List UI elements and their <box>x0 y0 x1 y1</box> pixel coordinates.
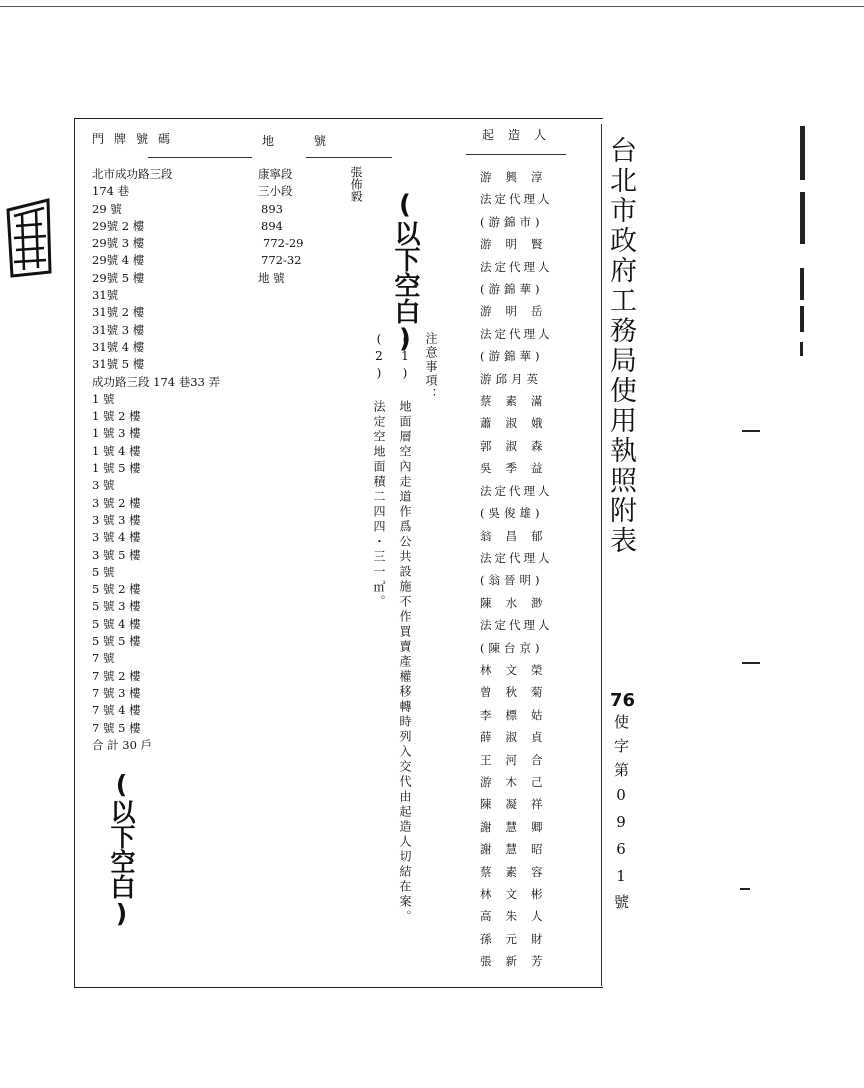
address-line: 3 號 <box>92 478 115 493</box>
address-line: 5 號 3 樓 <box>92 599 141 614</box>
address-list <box>92 166 220 754</box>
address-line: 5 號 <box>92 564 115 579</box>
address-line: 31號 <box>92 288 119 303</box>
owner-line: (游錦華) <box>480 349 544 364</box>
address-line: 29號 4 樓 <box>92 253 145 268</box>
address-line: 1 號 3 樓 <box>92 426 141 441</box>
owner-line: 法定代理人 <box>480 192 553 207</box>
owner-line: 陳凝祥 <box>480 797 557 812</box>
builder-column-header: 起造人 <box>482 128 561 142</box>
owner-line: 孫元財 <box>480 931 557 946</box>
owner-line: 游明岳 <box>480 304 557 319</box>
owner-line: 游邱月英 <box>480 371 542 386</box>
permit-number: 使字第0961號 <box>612 714 630 918</box>
address-line: 3 號 5 樓 <box>92 547 141 562</box>
address-line: 29 號 <box>92 201 122 216</box>
owner-line: 法定代理人 <box>480 618 553 633</box>
address-line: 5 號 5 樓 <box>92 634 141 649</box>
address-line: 5 號 4 樓 <box>92 616 141 631</box>
note-2: (2) 法定空地面積二四四・三一㎡。 <box>372 332 386 610</box>
address-line: 29號 5 樓 <box>92 270 145 285</box>
owner-line: (游錦市) <box>480 214 544 229</box>
address-line: 7 號 5 樓 <box>92 720 141 735</box>
note-1: (1) 地面層空內走道作爲公共設施不作買賣產權移轉時列入交代由起造人切結在案。 <box>398 332 412 925</box>
owner-line: 林文榮 <box>480 662 557 677</box>
owner-line: (吳俊雄) <box>480 506 544 521</box>
address-line: 31號 5 樓 <box>92 357 145 372</box>
owner-line: 蕭淑娥 <box>480 416 557 431</box>
owner-line: 法定代理人 <box>480 326 553 341</box>
owner-line: (翁晉明) <box>480 573 544 588</box>
owner-line: (陳台京) <box>480 640 544 655</box>
owner-line: 薛淑貞 <box>480 730 557 745</box>
owner-line: 游興淳 <box>480 170 557 184</box>
address-column-header: 門牌號碼 <box>92 132 181 146</box>
address-line: 3 號 2 樓 <box>92 495 141 510</box>
address-line: 31號 4 樓 <box>92 339 145 354</box>
lot-column-header: 地號 <box>262 134 367 148</box>
lot-line: 772-32 <box>261 253 302 268</box>
address-line: 31號 3 樓 <box>92 322 145 337</box>
owner-line: 吳季益 <box>480 461 557 476</box>
owner-line: 法定代理人 <box>480 259 553 274</box>
owner-line: 林文彬 <box>480 887 557 901</box>
address-line: 3 號 4 樓 <box>92 530 141 545</box>
address-line: 7 號 2 樓 <box>92 668 141 683</box>
address-line: 北市成功路三段 <box>92 167 173 181</box>
document-title: 台北市政府工務局使用執照附表 <box>605 136 636 556</box>
lot-line: 三小段 <box>258 184 293 199</box>
owner-line: 王河合 <box>480 752 557 767</box>
lot-line: 894 <box>261 218 283 233</box>
lot-list <box>258 166 303 287</box>
owner-line: 高朱人 <box>480 909 557 924</box>
header-rule-lot <box>306 157 392 158</box>
address-line: 1 號 4 樓 <box>92 443 141 458</box>
address-line: 1 號 2 樓 <box>92 409 141 424</box>
address-line: 174 巷 <box>92 184 130 199</box>
owner-line: 游木己 <box>480 774 557 789</box>
permit-number-prefix: 76 <box>610 690 636 711</box>
address-line: 7 號 <box>92 651 115 666</box>
title-divider <box>601 124 602 986</box>
owner-line: 翁昌郁 <box>480 528 557 543</box>
address-line: 29號 2 樓 <box>92 218 145 233</box>
lot-line: 893 <box>261 201 283 216</box>
address-line: 7 號 3 樓 <box>92 685 141 700</box>
address-line: 1 號 5 樓 <box>92 461 141 476</box>
owner-line: 法定代理人 <box>480 550 553 565</box>
address-line: 1 號 <box>92 391 115 406</box>
address-line: 5 號 2 樓 <box>92 582 141 597</box>
blank-below-stamp-middle: (以下空白) <box>390 190 420 354</box>
owner-line: 蔡素滿 <box>480 394 557 409</box>
address-line: 31號 2 樓 <box>92 305 145 320</box>
owner-line: 謝慧昭 <box>480 842 557 857</box>
address-total: 合 計 30 戶 <box>92 737 153 752</box>
owner-line: (游錦華) <box>480 282 544 297</box>
owner-line: 法定代理人 <box>480 483 553 498</box>
seal-stamp-fragment <box>2 196 54 278</box>
address-line: 7 號 4 樓 <box>92 703 141 718</box>
owner-list <box>480 166 566 973</box>
owner-line: 蔡素容 <box>480 864 557 879</box>
owner-line: 謝慧卿 <box>480 819 557 834</box>
owner-line: 曾秋菊 <box>480 685 557 700</box>
header-rule-builder <box>466 154 566 155</box>
address-line: 成功路三段 174 巷33 弄 <box>92 374 221 389</box>
owner-line: 郭淑森 <box>480 438 557 453</box>
blank-below-stamp-left: (以下空白) <box>107 770 136 928</box>
lot-line: 772-29 <box>263 236 304 251</box>
lot-line: 康寧段 <box>258 167 293 181</box>
lot-line: 地 號 <box>258 270 285 285</box>
address-line: 29號 3 樓 <box>92 236 145 251</box>
notes-heading: 注意事項： <box>424 332 438 402</box>
owner-line: 張新芳 <box>480 954 557 969</box>
scan-top-edge <box>0 6 864 7</box>
owner-line: 李標姑 <box>480 707 557 722</box>
owner-line: 游明賢 <box>480 237 557 252</box>
address-line: 3 號 3 樓 <box>92 512 141 527</box>
owner-line: 陳水渺 <box>480 595 557 610</box>
designer-name: 張佈毅 <box>349 166 363 202</box>
header-rule-address <box>148 157 252 158</box>
